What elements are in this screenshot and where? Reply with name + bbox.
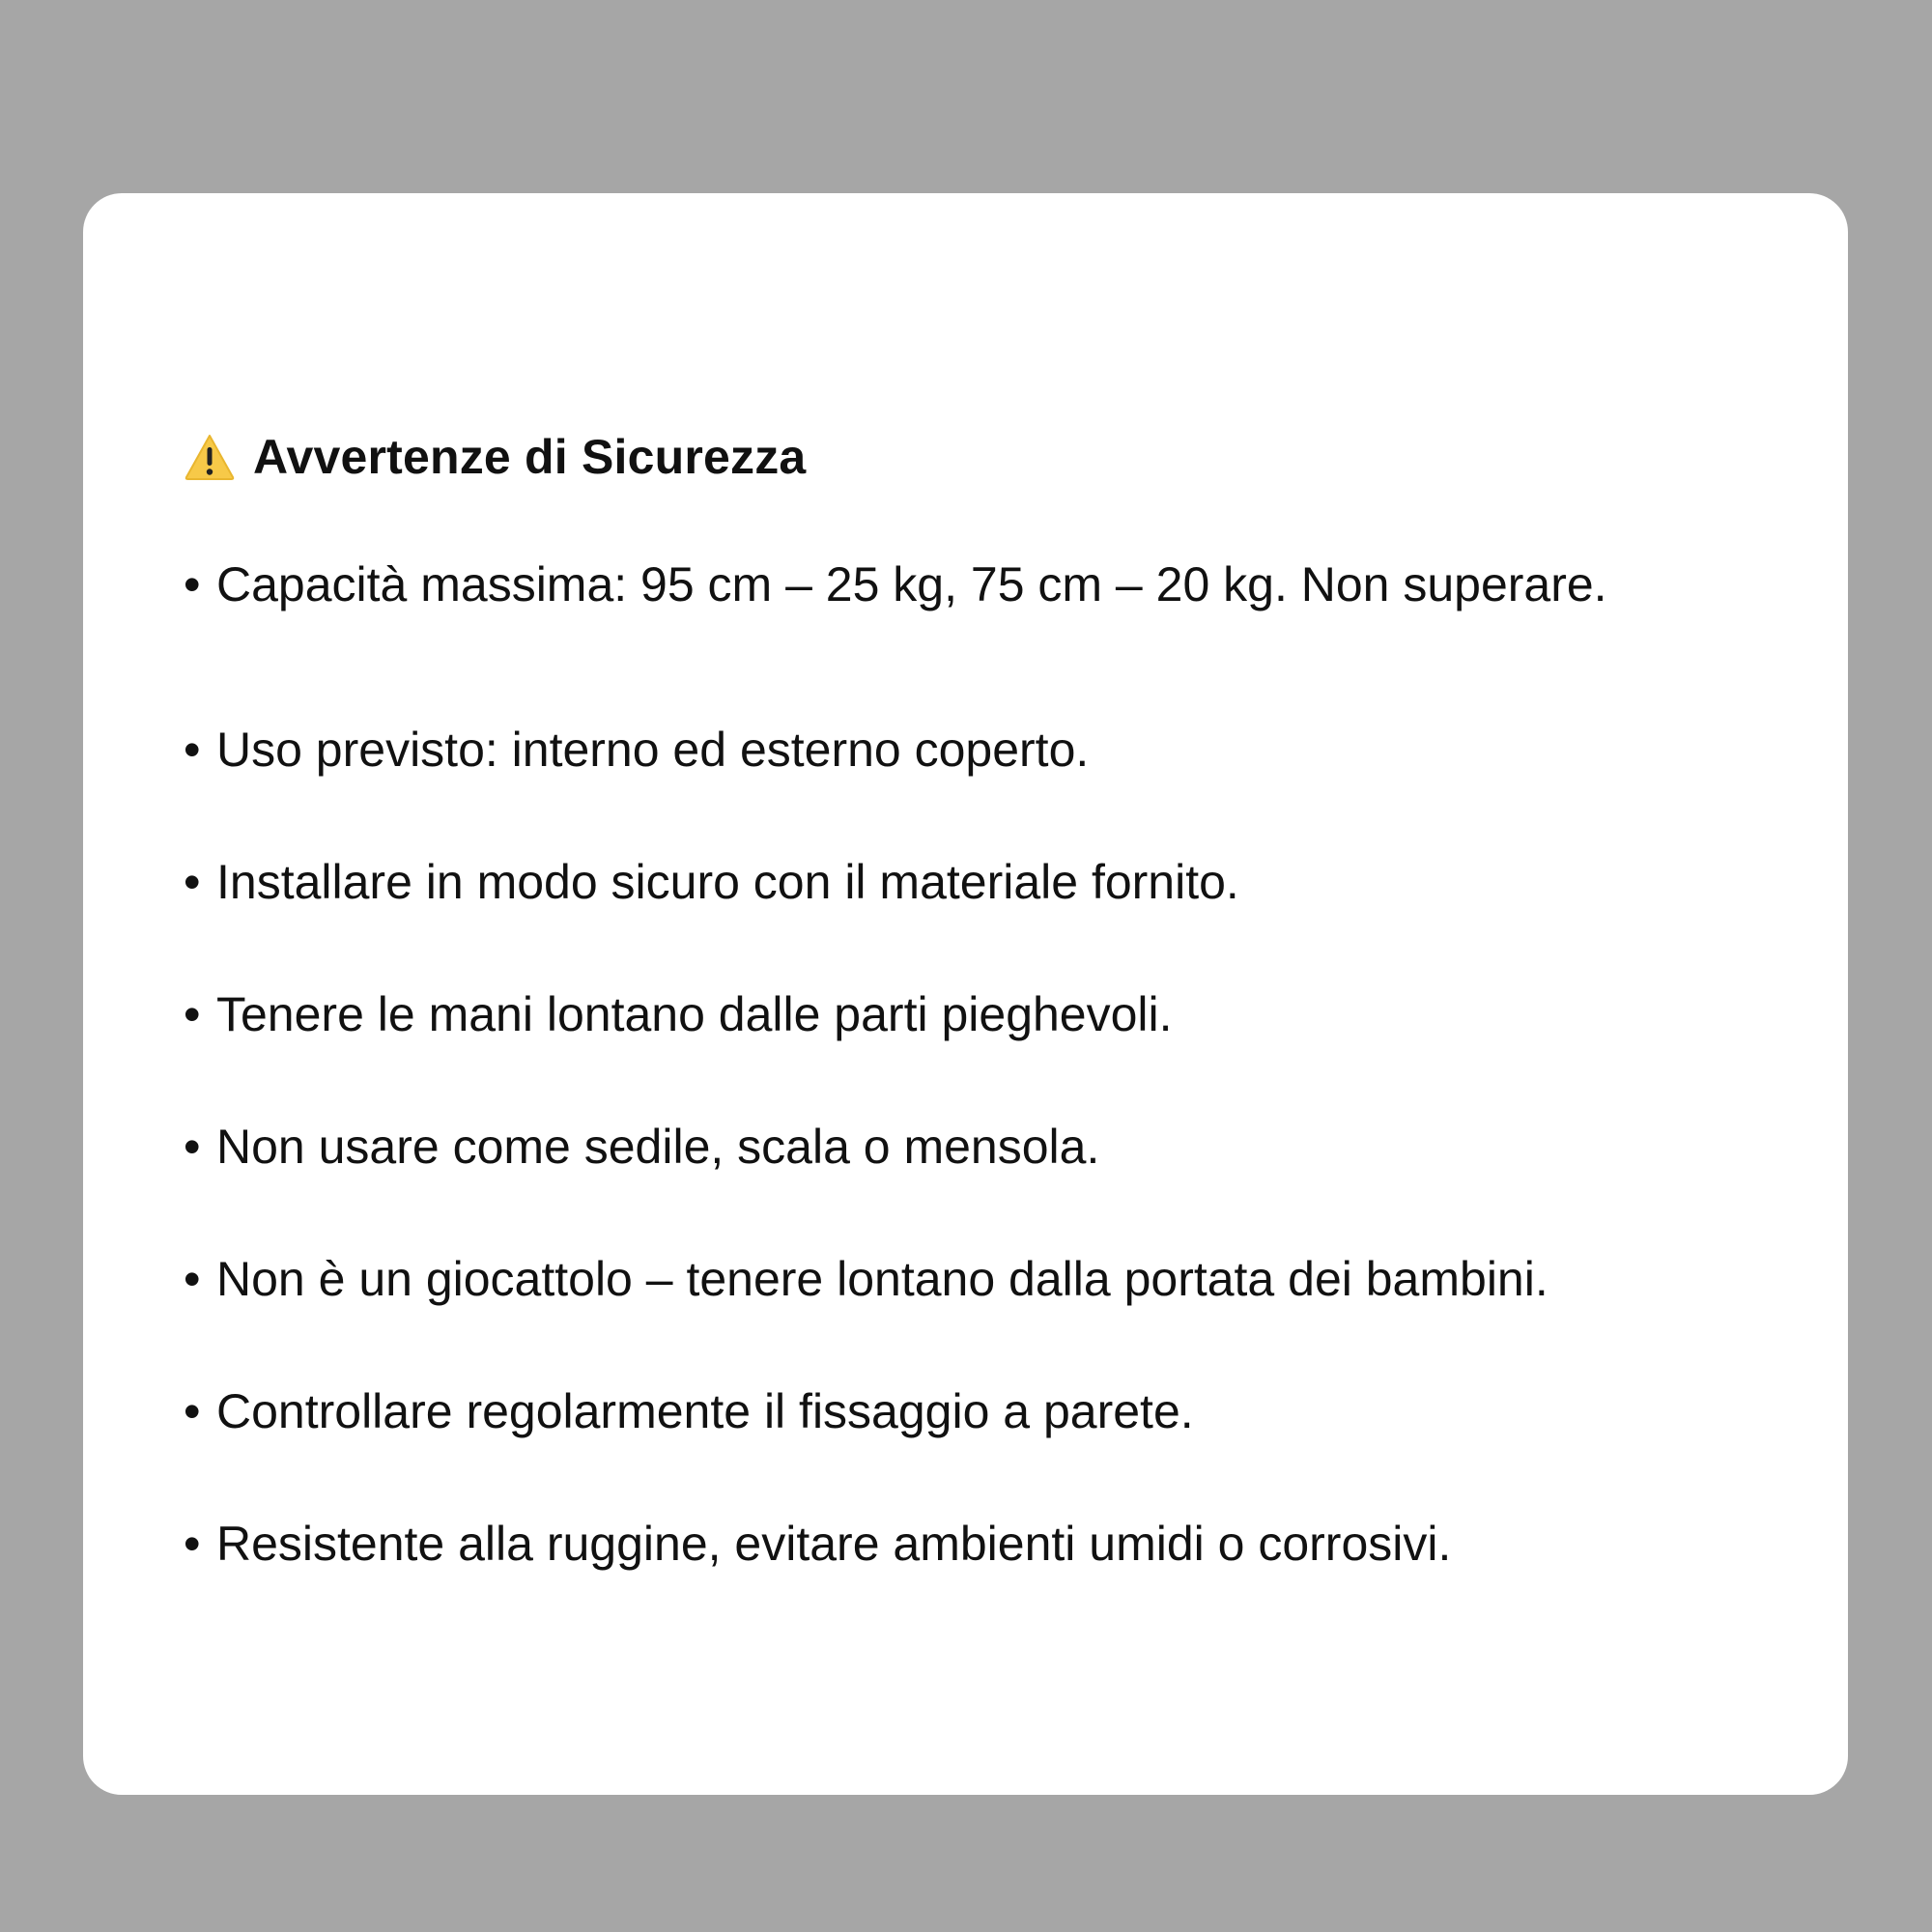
list-item (184, 815, 1806, 948)
list-item (184, 1212, 1806, 1345)
list-item (184, 1080, 1806, 1212)
warning-icon (184, 433, 236, 481)
list-item-text: Non è un giocattolo – tenere lontano dalla portata dei bambini. (216, 1251, 1548, 1306)
safety-list (184, 551, 1806, 1609)
list-item-text: Non usare come sedile, scala o mensola. (216, 1119, 1100, 1174)
bullet: • (184, 1119, 201, 1174)
list-item (184, 1345, 1806, 1477)
page-title: Avvertenze di Sicurezza (253, 430, 807, 484)
list-item-text: Controllare regolarmente il fissaggio a parete. (216, 1383, 1194, 1438)
bullet: • (184, 986, 201, 1041)
list-item (184, 683, 1806, 815)
list-item (184, 551, 1806, 618)
list-item (184, 1477, 1806, 1609)
list-item (184, 948, 1806, 1080)
list-item-text: Uso previsto: interno ed esterno coperto. (216, 722, 1090, 777)
bullet: • (184, 1516, 201, 1571)
bullet: • (184, 854, 201, 909)
list-item-text: Installare in modo sicuro con il materiale fornito. (216, 854, 1239, 909)
bullet: • (184, 1383, 201, 1438)
bullet: • (184, 722, 201, 777)
safety-card (83, 193, 1848, 1795)
bullet: • (184, 557, 201, 611)
bullet: • (184, 1251, 201, 1306)
list-item-text: Tenere le mani lontano dalle parti pieghevoli. (216, 986, 1173, 1041)
safety-heading (184, 423, 806, 491)
list-item-text: Resistente alla ruggine, evitare ambienti umidi o corrosivi. (216, 1516, 1452, 1571)
list-item-text: Capacità massima: 95 cm – 25 kg, 75 cm – 20 kg. Non superare. (216, 557, 1607, 611)
